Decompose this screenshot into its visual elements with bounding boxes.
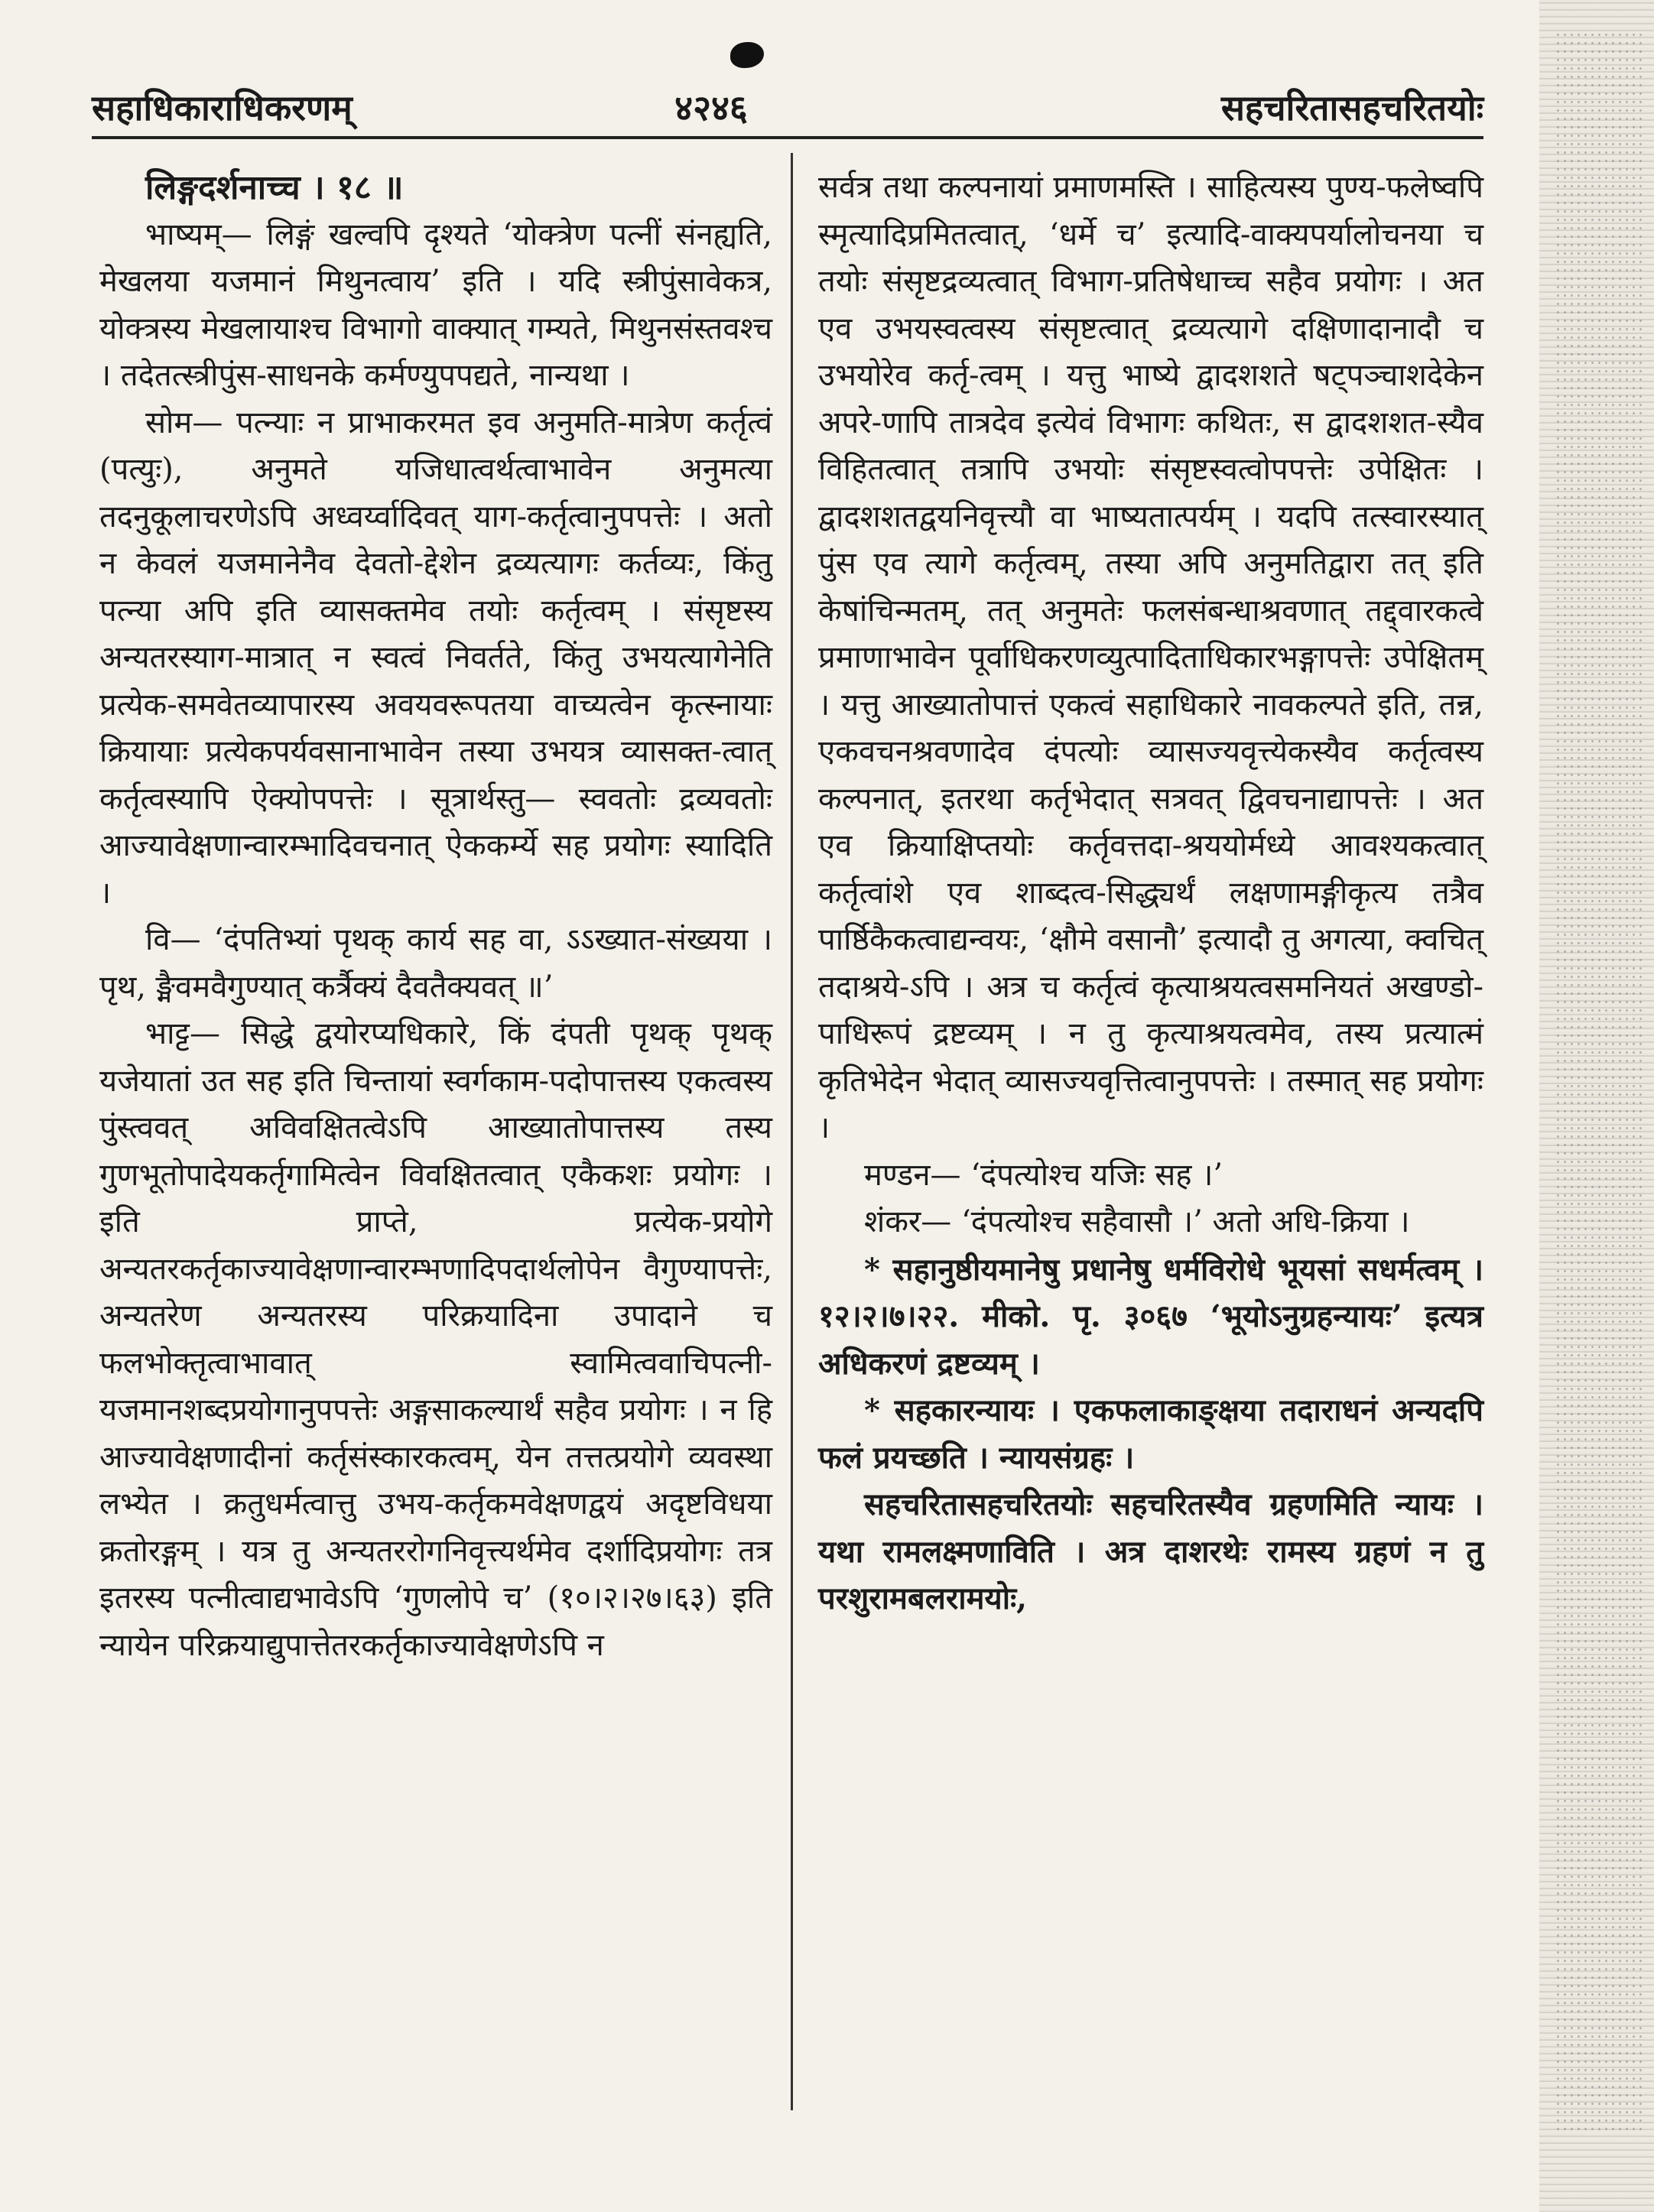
mandana-line: मण्डन— ‘दंपत्योश्च यजिः सह ।’ — [864, 1157, 1223, 1193]
header-left-title: सहाधिकाराधिकरणम् — [92, 87, 353, 128]
scan-edge-dots — [1555, 31, 1646, 2133]
sutra-heading: लिङ्गदर्शनाच्च । १८ ॥ — [145, 168, 404, 207]
bhatta-paragraph: भाट्ट— सिद्धे द्वयोरप्यधिकारे, किं दंपती पृथक् पृथक् यजेयातां उत सह इति चिन्तायां स्वर्गकाम-पदोपात्तस्य एकत्वस्य पुंस्त्ववत् अविवक्षितत्वेऽपि आख्यातोपात्तस्य तस्य गुणभूतोपादेयकर्तृगामित्वेन विवक्षितत्वात् एकैकशः प्रयोगः । इति प्राप्ते, प्रत्येक-प्रयोगे अन्यतरकर्तृकाज्यावेक्षणान्वारम्भणादिपदार्थलोपेन वैगुण्यापत्तेः, अन्यतरेण अन्यतरस्य परिक्रयादिना उपादाने च फलभोक्तृत्वाभावात् स्वामित्ववाचिपत्नी-यजमानशब्दप्रयोगानुपपत्तेः अङ्गसाकल्यार्थं सहैव प्रयोगः । न हि आज्यावेक्षणादीनां कर्तृसंस्कारकत्वम्, येन तत्तत्प्रयोगे व्यवस्था लभ्येत । क्रतुधर्मत्वात्तु उभय-कर्तृकमवेक्षणद्वयं अदृष्टविधया क्रतोरङ्गम् । यत्र तु अन्यतररोगनिवृत्त्यर्थमेव दर्शादिप्रयोगः तत्र इतरस्य पत्नीत्वाद्यभावेऽपि ‘गुणलोपे च’ (१०।२।२७।६३) इति न्यायेन परिक्रयाद्युपात्तेतरकर्तृकाज्यावेक्षणेऽपि न — [99, 1016, 772, 1663]
running-header — [92, 76, 1483, 138]
page-number: ४२४६ — [674, 87, 748, 128]
header-right-title: सहचरितासहचरितयोः — [1220, 87, 1483, 128]
ink-blot — [730, 42, 764, 68]
column-divider — [791, 153, 793, 2110]
left-column — [99, 164, 772, 1669]
sahacharita-entry: सहचरितासहचरितयोः सहचरितस्यैव ग्रहणमिति न्यायः । यथा रामलक्ष्मणाविति । अत्र दाशरथेः रामस्य ग्रहणं न तु परशुरामबलरामयोः, — [818, 1486, 1483, 1616]
sahanushthiyamana-entry: * सहानुष्ठीयमानेषु प्रधानेषु धर्मविरोधे भूयसां सधर्मत्वम् । १२।२।७।२२. मीको. पृ. ३०६७ ‘भूयोऽनुग्रहन्यायः’ इत्यत्र अधिकरणं द्रष्टव्यम् । — [818, 1251, 1483, 1382]
right-column — [818, 164, 1483, 1622]
bhashya-paragraph: भाष्यम्— लिङ्गं खल्वपि दृश्यते ‘योक्त्रेण पत्नीं संनह्यति, मेखलया यजमानं मिथुनत्वाय’ इति । यदि स्त्रीपुंसावेकत्र, योक्त्रस्य मेखलायाश्च विभागो वाक्यात् गम्यते, मिथुनसंस्तवश्च । तदेतत्स्त्रीपुंस-साधनके कर्मण्युपपद्यते, नान्यथा । — [99, 216, 772, 393]
vi-paragraph: वि— ‘दंपतिभ्यां पृथक् कार्य सह वा, ऽऽख्यात-संख्यया । पृथ, ङ्मैवमवैगुण्यात् कर्त्रैक्यं दैवतैक्यवत् ॥’ — [99, 922, 772, 1005]
continuation-paragraph: सर्वत्र तथा कल्पनायां प्रमाणमस्ति । साहित्यस्य पुण्य-फलेष्वपि स्मृत्यादिप्रमितत्वात्, ‘धर्मे च’ इत्यादि-वाक्यपर्यालोचनया च तयोः संसृष्टद्रव्यत्वात् विभाग-प्रतिषेधाच्च सहैव प्रयोगः । अत एव उभयस्वत्वस्य संसृष्टत्वात् द्रव्यत्यागे दक्षिणादानादौ च उभयोरेव कर्तृ-त्वम् । यत्तु भाष्ये द्वादशशते षट्पञ्चाशदेकेन अपरे-णापि तात्रदेव इत्येवं विभागः कथितः, स द्वादशशत-स्यैव विहितत्वात् तत्रापि उभयोः संसृष्टस्वत्वोपपत्तेः उपेक्षितः । द्वादशशतद्वयनिवृत्त्यौ वा भाष्यतात्पर्यम् । यदपि तत्स्वारस्यात् पुंस एव त्यागे कर्तृत्वम्, तस्या अपि अनुमतिद्वारा तत् इति केषांचिन्मतम्, तत् अनुमतेः फलसंबन्धाश्रवणात् तद्द्वारकत्वे प्रमाणाभावेन पूर्वाधिकरणव्युत्पादिताधिकारभङ्गापत्तेः उपेक्षितम् । यत्तु आख्यातोपात्तं एकत्वं सहाधिकारे नावकल्पते इति, तन्न, एकवचनश्रवणादेव दंपत्योः व्यासज्यवृत्त्येकस्यैव कर्तृत्वस्य कल्पनात्, इतरथा कर्तृभेदात् सत्रवत् द्विवचनाद्यापत्तेः । अत एव क्रियाक्षिप्तयोः कर्तृवत्तदा-श्रययोर्मध्ये आवश्यकत्वात् कर्तृत्वांशे एव शाब्दत्व-सिद्ध्यर्थं लक्षणामङ्गीकृत्य तत्रैव पार्ष्ठिकैकत्वाद्यन्वयः, ‘क्षौमे वसानौ’ इत्यादौ तु अगत्या, क्वचित् तदाश्रये-ऽपि । अत्र च कर्तृत्वं कृत्याश्रयत्वसमनियतं अखण्डो-पाधिरूपं द्रष्टव्यम् । न तु कृत्याश्रयत्वमेव, तस्य प्रत्यात्मं कृतिभेदेन भेदात् व्यासज्यवृत्तित्वानुपपत्तेः । तस्मात् सह प्रयोगः । — [818, 170, 1483, 1145]
soma-paragraph: सोम— पत्न्याः न प्राभाकरमत इव अनुमति-मात्रेण कर्तृत्वं (पत्युः), अनुमते यजिधात्वर्थत्वाभावेन अनुमत्या तदनुकूलाचरणेऽपि अध्वर्य्वादिवत् याग-कर्तृत्वानुपपत्तेः । अतो न केवलं यजमानेनैव देवतो-द्देशेन द्रव्यत्यागः कर्तव्यः, किंतु पत्न्या अपि इति व्यासक्तमेव तयोः कर्तृत्वम् । संसृष्टस्य अन्यतरस्याग-मात्रात् न स्वत्वं निवर्तते, किंतु उभयत्यागेनेति प्रत्येक-समवेतव्यापारस्य अवयवरूपतया वाच्यत्वेन कृत्स्नायाः क्रियायाः प्रत्येकपर्यवसानाभावेन तस्या उभयत्र व्यासक्त-त्वात् कर्तृत्वस्यापि ऐक्योपपत्तेः । सूत्रार्थस्तु— स्ववतोः द्रव्यवतोः आज्यावेक्षणान्वारम्भादिवचनात् ऐककर्म्ये सह प्रयोगः स्यादिति । — [99, 404, 772, 911]
sahakara-nyaya-entry: * सहकारन्यायः । एकफलाकाङ्क्षया तदाराधनं अन्यदपि फलं प्रयच्छति । न्यायसंग्रहः । — [818, 1392, 1483, 1476]
header-rule — [92, 136, 1483, 139]
shankara-line: शंकर— ‘दंपत्योश्च सहैवासौ ।’ अतो अधि-क्रिया । — [864, 1204, 1410, 1239]
